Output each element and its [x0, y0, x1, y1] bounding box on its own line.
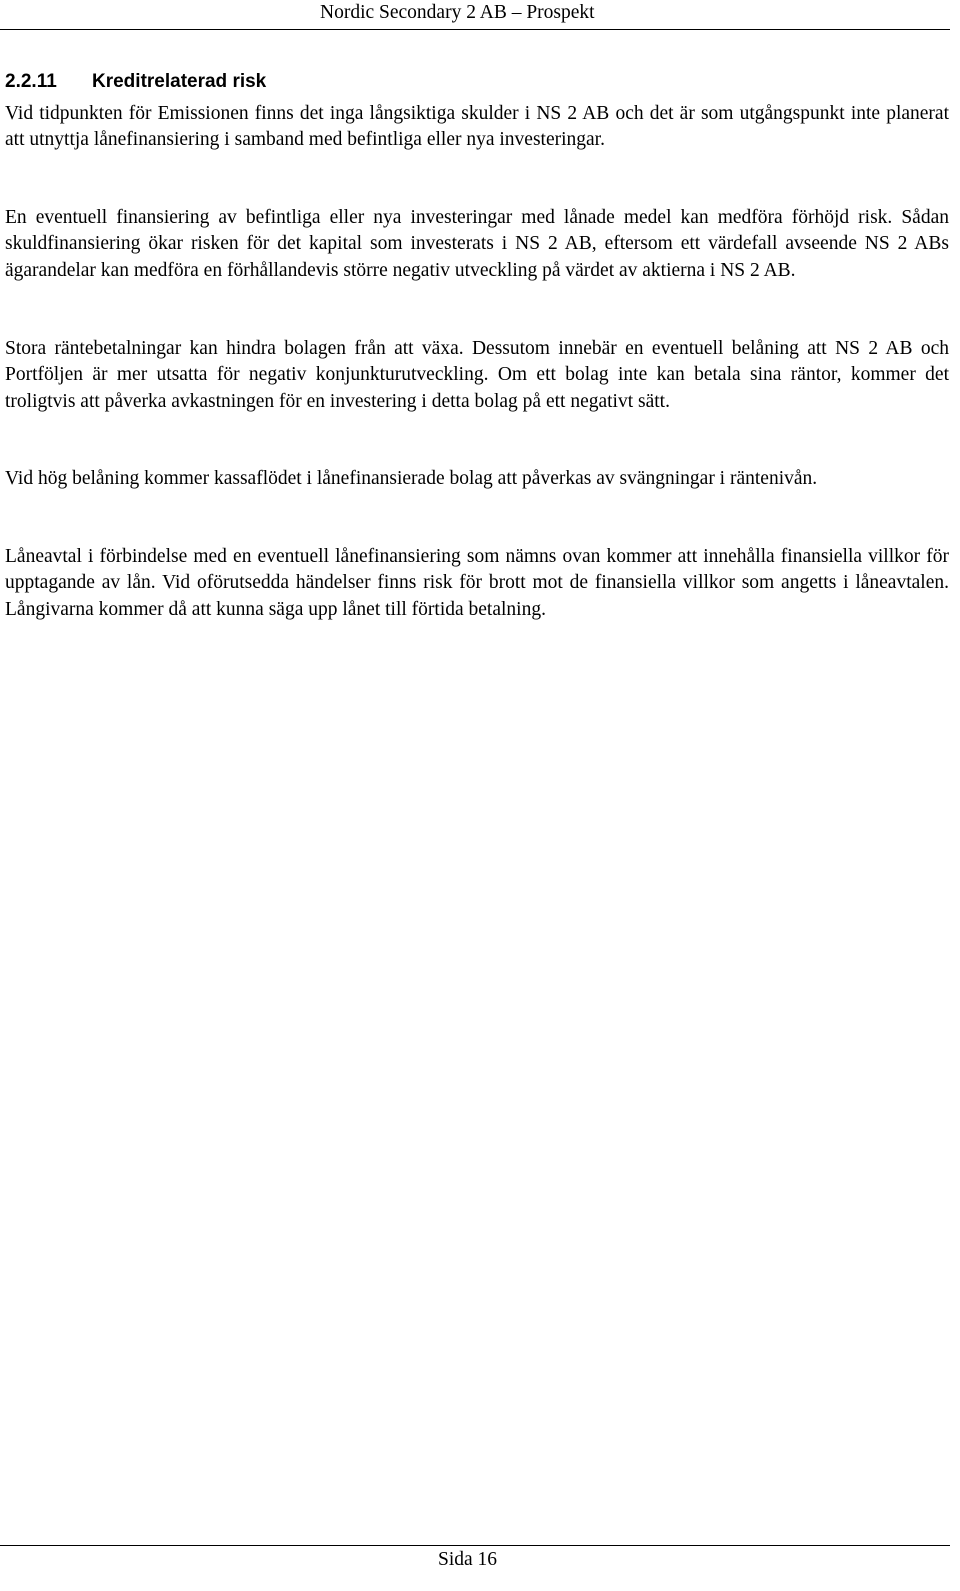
section-number: 2.2.11: [5, 71, 57, 92]
document-title: Nordic Secondary 2 AB – Prospekt: [320, 2, 595, 23]
paragraph-loan-covenants: Låneavtal i förbindelse med en eventuell lånefinansiering som nämns ovan kommer att innehålla finansiella villkor för upptagande av lån. Vid oförutsedda händelser finns risk för brott mot de finansiella villkor som angetts i låneavtalen. Långivarna kommer då att kunna säga upp lånet till förtida betalning.: [5, 546, 949, 620]
paragraph-existing-debt: Vid tidpunkten för Emissionen finns det inga långsiktiga skulder i NS 2 AB och det är som utgångspunkt inte planerat att utnyttja lånefinansiering i samband med befintliga eller nya investeringar.: [5, 103, 949, 151]
section-heading: [5, 70, 266, 94]
paragraph-interest-payments: Stora räntebetalningar kan hindra bolagen från att växa. Dessutom innebär en eventuell belåning att NS 2 AB och Portföljen är mer utsatta för negativ konjunkturutveckling. Om ett bolag inte kan betala sina räntor, kommer det troligtvis att påverka avkastningen för en investering i detta bolag på ett negativt sätt.: [5, 338, 949, 412]
page-number: Sida 16: [438, 1549, 498, 1570]
paragraph-interest-rate-sensitivity: Vid hög belåning kommer kassaflödet i lånefinansierade bolag att påverkas av svängningar i räntenivån.: [5, 468, 818, 489]
section-title: Kreditrelaterad risk: [92, 71, 267, 92]
paragraph-debt-financing-risk: En eventuell finansiering av befintliga eller nya investeringar med lånade medel kan medföra förhöjd risk. Sådan skuldfinansiering ökar risken för det kapital som investerats i NS 2 AB, eftersom ett värdefall avseende NS 2 ABs ägarandelar kan medföra en förhållandevis större negativ utveckling på värdet av aktierna i NS 2 AB.: [5, 207, 949, 281]
footer-rule: [0, 1545, 950, 1546]
